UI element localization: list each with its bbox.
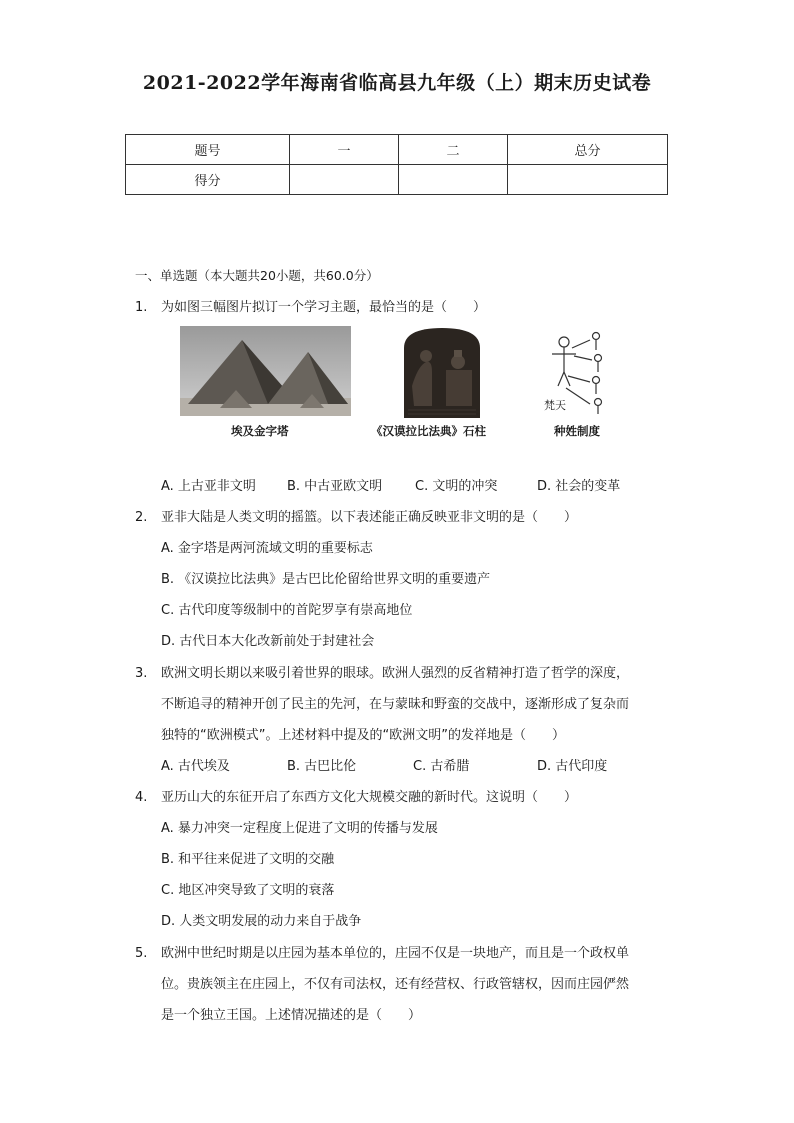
question-1 (135, 292, 675, 323)
question-stem: 亚非大陆是人类文明的摇篮。以下表述能正确反映亚非文明的是（ ） (161, 510, 578, 525)
question-stem-line: 位。贵族领主在庄园上，不仅有司法权，还有经营权、行政管辖权，因而庄园俨然 (161, 977, 630, 992)
score-cell[interactable] (508, 165, 668, 195)
question-5 (135, 938, 675, 1031)
score-table (125, 134, 668, 195)
option-a[interactable]: A. 金字塔是两河流域文明的重要标志 (161, 541, 373, 556)
question-number: 2. (135, 510, 148, 525)
figure-caption: 《汉谟拉比法典》石柱 (371, 424, 486, 438)
exam-title: 2021-2022学年海南省临高县九年级（上）期末历史试卷 (142, 72, 652, 94)
score-header-cell: 总分 (508, 135, 668, 165)
option-c[interactable]: C. 古希腊 (413, 759, 470, 774)
option-a[interactable]: A. 上古亚非文明 (161, 479, 256, 494)
question-number: 3. (135, 666, 148, 681)
option-b[interactable]: B. 中古亚欧文明 (287, 479, 383, 494)
figure-caption: 埃及金字塔 (231, 424, 289, 438)
option-c[interactable]: C. 古代印度等级制中的首陀罗享有崇高地位 (161, 603, 413, 618)
question-stem: 为如图三幅图片拟订一个学习主题，最恰当的是（ ） (161, 300, 487, 315)
score-table-score-row (126, 165, 668, 195)
question-stem-line: 是一个独立王国。上述情况描述的是（ ） (161, 1008, 422, 1023)
figure-caption: 种姓制度 (554, 424, 600, 438)
question-stem-line: 不断追寻的精神开创了民主的先河，在与蒙昧和野蛮的交战中，逐渐形成了复杂而 (161, 697, 630, 712)
option-b[interactable]: B. 《汉谟拉比法典》是古巴比伦留给世界文明的重要遗产 (161, 572, 491, 587)
score-cell[interactable] (399, 165, 508, 195)
question-number: 1. (135, 300, 148, 315)
question-stem: 亚历山大的东征开启了东西方文化大规模交融的新时代。这说明（ ） (161, 790, 578, 805)
question-4 (135, 782, 675, 813)
question-3 (135, 658, 675, 751)
section-heading: 一、单选题（本大题共20小题，共60.0分） (135, 268, 379, 283)
pyramids-photo-icon (180, 326, 351, 420)
option-d[interactable]: D. 古代日本大化改新前处于封建社会 (161, 634, 375, 649)
score-table-header-row (126, 135, 668, 165)
option-a[interactable]: A. 古代埃及 (161, 759, 230, 774)
question-2 (135, 502, 675, 533)
option-b[interactable]: B. 古巴比伦 (287, 759, 357, 774)
hammurabi-stele-photo-icon (398, 326, 486, 422)
score-header-cell: 题号 (126, 135, 290, 165)
option-c[interactable]: C. 地区冲突导致了文明的衰落 (161, 883, 335, 898)
option-d[interactable]: D. 社会的变革 (537, 479, 621, 494)
score-row-label: 得分 (126, 165, 290, 195)
question-number: 4. (135, 790, 148, 805)
score-header-cell: 二 (399, 135, 508, 165)
caste-diagram-label: 梵天 (544, 399, 566, 412)
option-c[interactable]: C. 文明的冲突 (415, 479, 498, 494)
option-a[interactable]: A. 暴力冲突一定程度上促进了文明的传播与发展 (161, 821, 438, 836)
score-cell[interactable] (290, 165, 399, 195)
question-stem-line: 独特的“欧洲模式”。上述材料中提及的“欧洲文明”的发祥地是（ ） (161, 728, 565, 743)
option-d[interactable]: D. 人类文明发展的动力来自于战争 (161, 914, 362, 929)
question-stem-line: 欧洲文明长期以来吸引着世界的眼球。欧洲人强烈的反省精神打造了哲学的深度， (161, 666, 630, 681)
option-d[interactable]: D. 古代印度 (537, 759, 608, 774)
question-stem-line: 欧洲中世纪时期是以庄园为基本单位的，庄园不仅是一块地产，而且是一个政权单 (161, 946, 630, 961)
option-b[interactable]: B. 和平往来促进了文明的交融 (161, 852, 335, 867)
question-number: 5. (135, 946, 148, 961)
score-header-cell: 一 (290, 135, 399, 165)
